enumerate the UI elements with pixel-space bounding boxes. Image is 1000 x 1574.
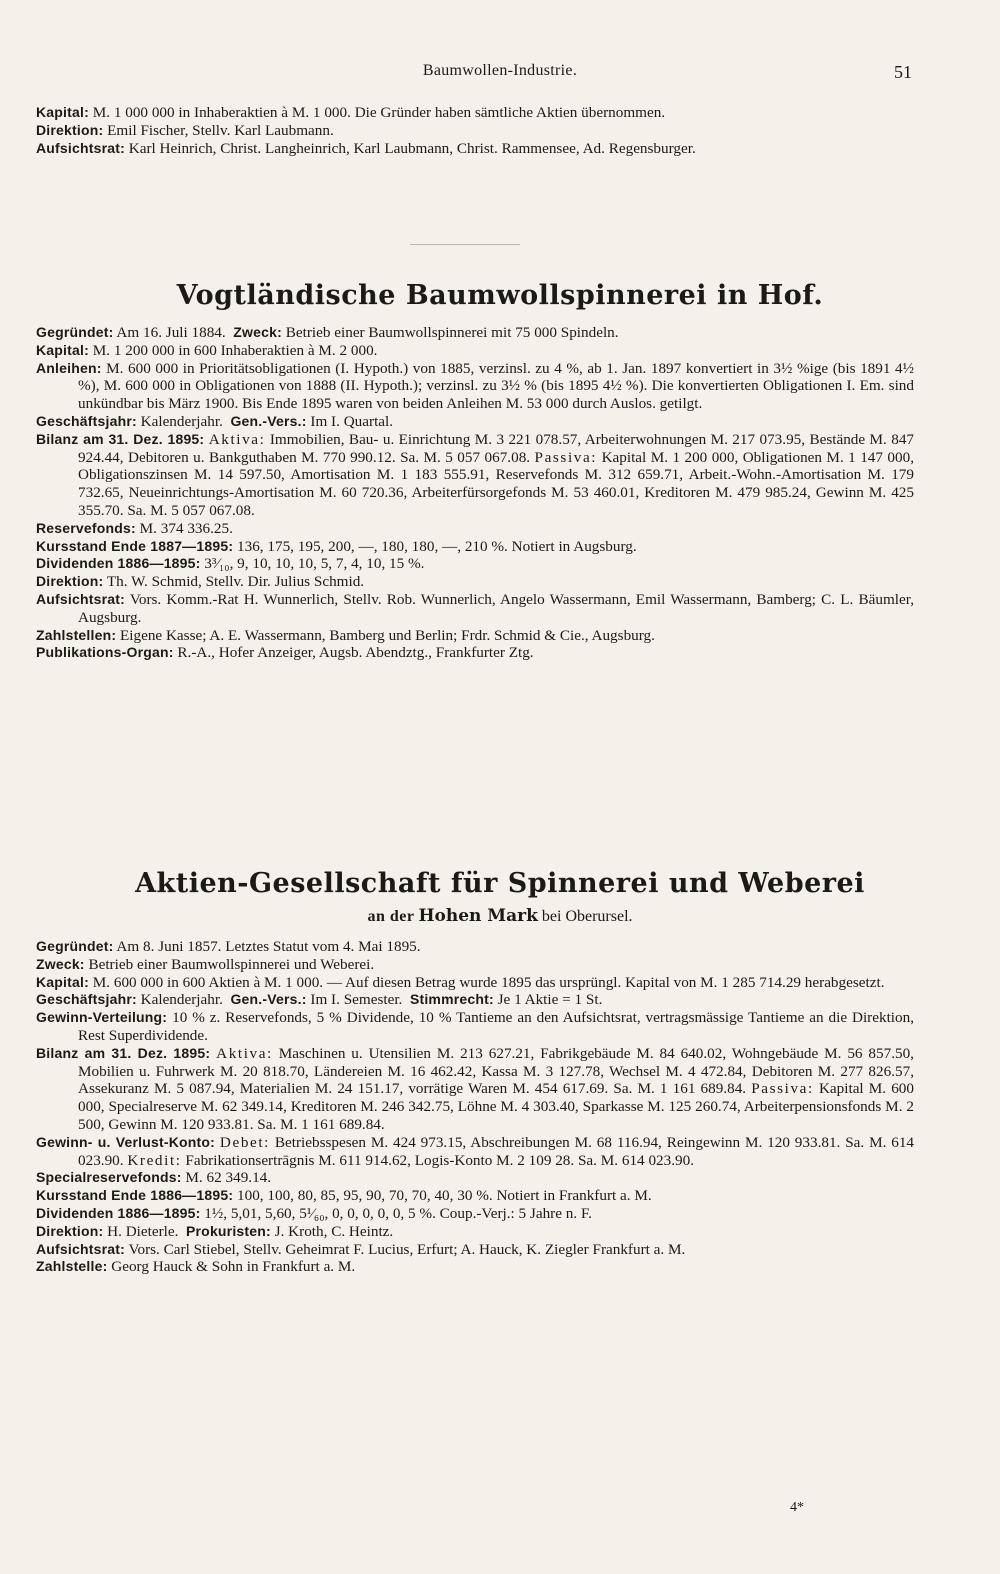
section2-title: Aktien-Gesellschaft für Spinnerei und Weberei	[135, 868, 865, 899]
dividenden-paragraph: Dividenden 1886—1895: 1½, 5,01, 5,60, 5¹⁄₆₀, 0, 0, 0, 0, 0, 5 %. Coup.-Verj.: 5 Jahre n. F.	[36, 1204, 592, 1222]
dividenden-paragraph: Dividenden 1886—1895: 3³⁄₁₀, 9, 10, 10, 10, 5, 7, 4, 10, 15 %.	[36, 555, 425, 573]
kursstand-paragraph: Kursstand Ende 1887—1895: 136, 175, 195, 200, —, 180, 180, —, 210 %. Notiert in Augsburg.	[36, 537, 637, 555]
gewinn-verlust-paragraph: Gewinn- u. Verlust-Konto: Debet: Betriebsspesen M. 424 973.15, Abschreibungen M. 68 116.94, Reingewinn M. 120 933.81. Sa. M. 614 023.90. Kredit: Fabrikationsertrāgnis M. 611 914.62, Logis-Konto M. 2 109 28. Sa. M. 614 023.90.	[36, 1133, 915, 1169]
running-header	[0, 62, 1000, 90]
bilanz-paragraph: Bilanz am 31. Dez. 1895: Aktiva: Immobilien, Bau- u. Einrichtung M. 3 221 078.57, Arbeiterwohnungen M. 217 073.95, Bestände M. 847 924.44, Debitoren u. Bankguthaben M. 770 990.12. Sa. M. 5 057 067.08. Passiva: Kapital M. 1 200 000, Obligationen M. 1 147 000, Obligationszinsen M. 14 597.50, Amortisation M. 1 183 555.91, Reservefonds M. 312 659.71, Arbeit.-Wohn.-Amortisation M. 179 732.65, Neueinrichtungs-Amortisation M. 60 720.36, Arbeiterfürsorgefonds M. 53 460.01, Kreditoren M. 479 985.24, Gewinn M. 425 355.70. Sa. M. 5 057 067.08.	[36, 430, 915, 519]
geschaeftsjahr-paragraph: Geschäftsjahr: Kalenderjahr. Gen.-Vers.: Im I. Quartal.	[36, 412, 394, 430]
running-title: Baumwollen-Industrie.	[422, 62, 578, 79]
kapital-paragraph: Kapital: M. 1 000 000 in Inhaberaktien à M. 1 000. Die Gründer haben sämtliche Aktien übernommen.	[36, 104, 666, 121]
direktion-paragraph: Direktion: H. Dieterle. Prokuristen: J. Kroth, C. Heintz.	[36, 1222, 394, 1240]
section1-body	[36, 324, 914, 662]
aufsichtsrat-paragraph: Aufsichtsrat: Vors. Carl Stiebel, Stellv. Geheimrat F. Lucius, Erfurt; A. Hauck, K. Ziegler Frankfurt a. M.	[36, 1240, 686, 1258]
section1-title: Vogtländische Baumwollspinnerei in Hof.	[176, 280, 824, 311]
signature-mark: 4*	[790, 1500, 804, 1515]
section2-body	[36, 938, 914, 1276]
direktion-paragraph: Direktion: Th. W. Schmid, Stellv. Dir. Julius Schmid.	[36, 573, 365, 591]
gegruendet-paragraph: Gegründet: Am 8. Juni 1857. Letztes Statut vom 4. Mai 1895.	[36, 938, 421, 955]
aufsichtsrat-paragraph: Aufsichtsrat: Vors. Komm.-Rat H. Wunnerlich, Stellv. Rob. Wunnerlich, Angelo Wassermann, Emil Wassermann, Bamberg; C. L. Bäumler, Augsburg.	[36, 590, 914, 626]
specialreserve-paragraph: Specialreservefonds: M. 62 349.14.	[36, 1169, 272, 1187]
gegruendet-paragraph: Gegründet: Am 16. Juli 1884. Zweck: Betrieb einer Baumwollspinnerei mit 75 000 Spindeln.	[36, 324, 619, 341]
aufsichtsrat-paragraph: Aufsichtsrat: Karl Heinrich, Christ. Langheinrich, Karl Laubmann, Christ. Rammensee, Ad. Regensburger.	[36, 139, 696, 157]
kapital-paragraph: Kapital: M. 1 200 000 in 600 Inhaberaktien à M. 2 000.	[36, 341, 378, 359]
geschaeftsjahr-paragraph: Geschäftsjahr: Kalenderjahr. Gen.-Vers.: Im I. Semester. Stimmrecht: Je 1 Aktie = 1 St.	[36, 991, 603, 1009]
reservefonds-paragraph: Reservefonds: M. 374 336.25.	[36, 519, 233, 537]
gewinn-verteilung-paragraph: Gewinn-Verteilung: 10 % z. Reservefonds, 5 % Dividende, 10 % Tantieme an den Aufsichtsrat, vertragsmässige Tantieme an die Direktion, Rest Superdividende.	[36, 1009, 915, 1044]
anleihen-paragraph: Anleihen: M. 600 000 in Prioritätsobligationen (I. Hypoth.) von 1885, verzinsl. zu 4 %, ab 1. Jan. 1897 konvertiert in 3½ %ige (bis 1891 4½ %), M. 600 000 in Obligationen von 1888 (II. Hypoth.); verzinsl. zu 3½ % (bis 1895 4½ %). Die konvertierten Obligationen I. Em. sind unkündbar bis März 1900. Bis Ende 1895 waren von beiden Anleihen M. 53 000 durch Auslos. getilgt.	[36, 359, 915, 413]
direktion-paragraph: Direktion: Emil Fischer, Stellv. Karl Laubmann.	[36, 121, 334, 139]
divider	[410, 244, 520, 245]
zweck-paragraph: Zweck: Betrieb einer Baumwollspinnerei und Weberei.	[36, 955, 375, 973]
page-number: 51	[894, 62, 912, 82]
bilanz-paragraph: Bilanz am 31. Dez. 1895: Aktiva: Maschinen u. Utensilien M. 213 627.21, Fabrikgebäude M. 84 640.02, Wohngebäude M. 56 857.50, Mobilien u. Fuhrwerk M. 20 818.70, Ländereien M. 16 462.42, Kassa M. 3 127.78, Wechsel M. 4 472.84, Debitoren M. 277 826.57, Assekuranz M. 5 087.94, Materialien M. 24 151.17, vorrätige Waren M. 454 617.69. Sa. M. 1 161 689.84. Passiva: Kapital M. 600 000, Specialreserve M. 62 349.14, Kreditoren M. 246 342.75, Löhne M. 4 303.40, Sparkasse M. 125 260.74, Arbeiterpensionsfonds M. 2 500, Gewinn M. 120 933.81. Sa. M. 1 161 689.84.	[36, 1044, 914, 1133]
publikations-paragraph: Publikations-Organ: R.-A., Hofer Anzeiger, Augsb. Abendztg., Frankfurter Ztg.	[36, 644, 534, 662]
kursstand-paragraph: Kursstand Ende 1886—1895: 100, 100, 80, 85, 95, 90, 70, 70, 40, 30 %. Notiert in Frankfurt a. M.	[36, 1187, 652, 1205]
zahlstelle-paragraph: Zahlstelle: Georg Hauck & Sohn in Frankfurt a. M.	[36, 1258, 356, 1276]
kapital-paragraph: Kapital: M. 600 000 in 600 Aktien à M. 1 000. — Auf diesen Betrag wurde 1895 das ursprüngl. Kapital von M. 1 285 714.29 herabgesetzt.	[36, 973, 885, 991]
zahlstellen-paragraph: Zahlstellen: Eigene Kasse; A. E. Wassermann, Bamberg und Berlin; Frdr. Schmid & Cie., Augsburg.	[36, 626, 655, 644]
section2-subtitle: an der Hohen Mark bei Oberursel.	[367, 906, 633, 926]
top-entry	[36, 104, 914, 157]
